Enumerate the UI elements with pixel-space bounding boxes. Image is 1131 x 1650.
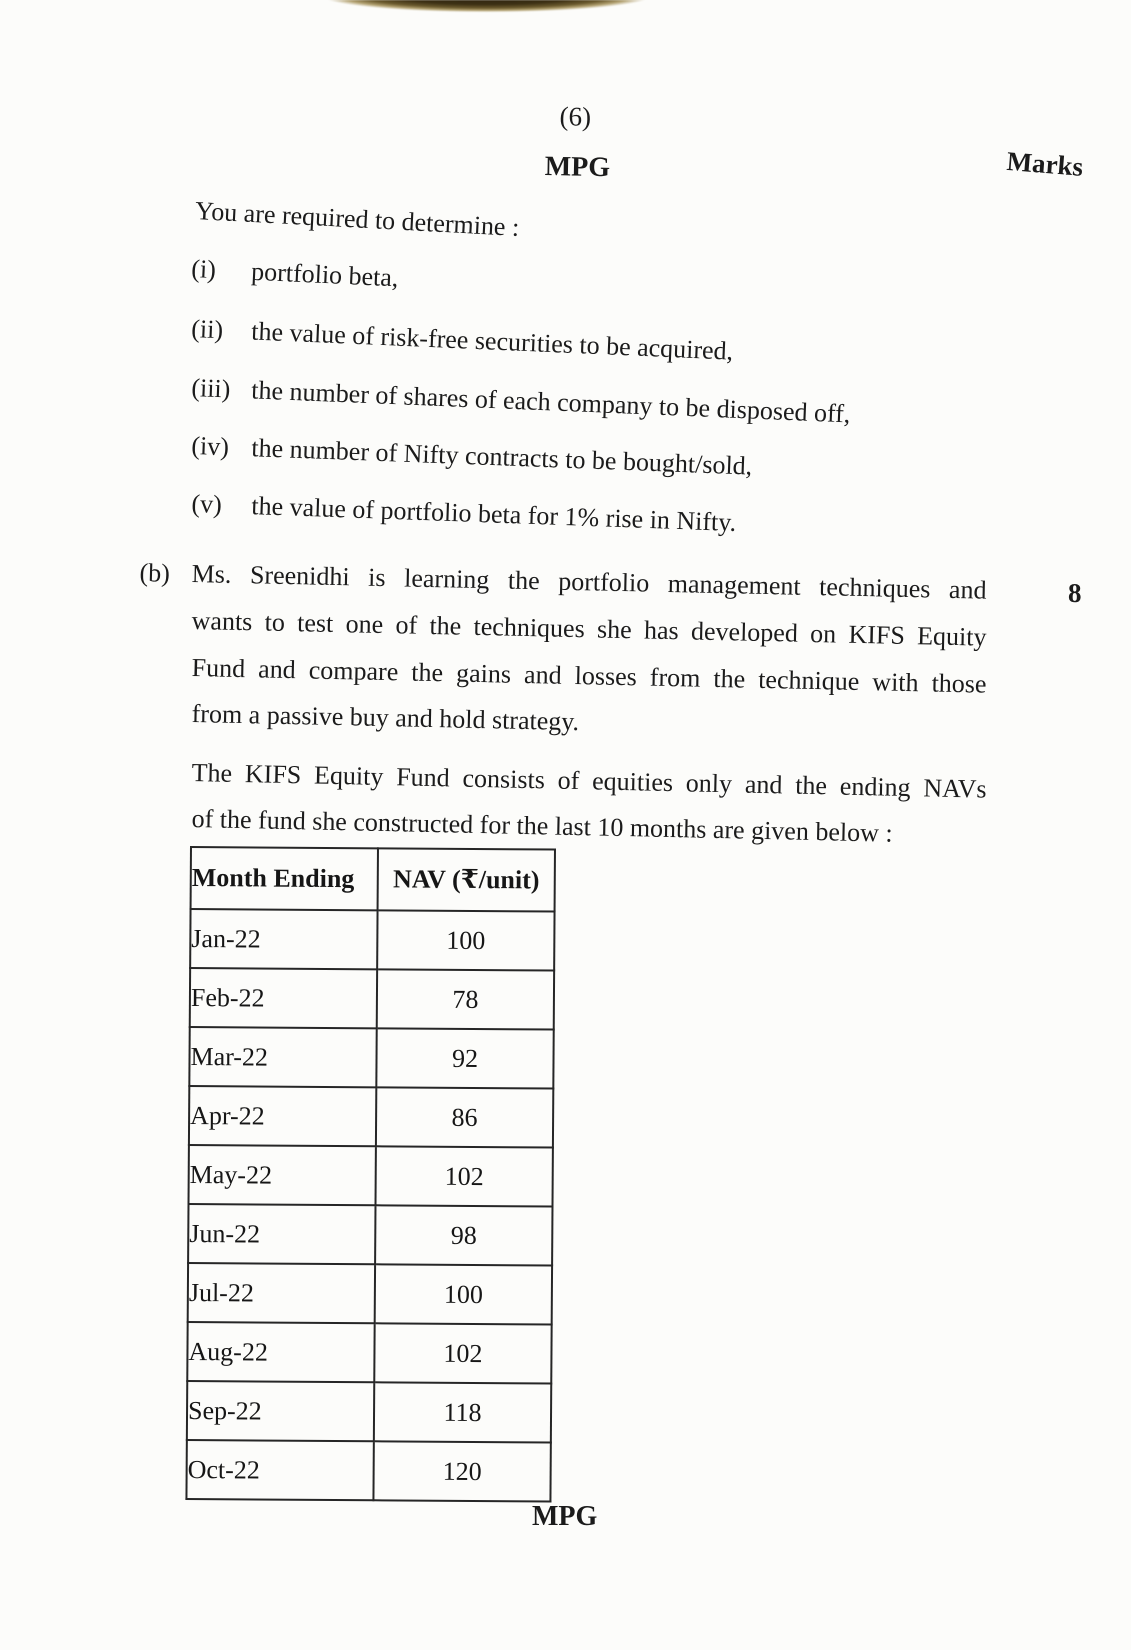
nav-cell: 86 [376, 1087, 553, 1147]
part-b-marker: (b) [139, 558, 171, 588]
month-cell: Jul-22 [188, 1263, 375, 1323]
item-text: portfolio beta, [250, 256, 400, 293]
question-item-i [191, 254, 399, 293]
item-marker: (v) [190, 489, 223, 520]
month-ending-header: Month Ending [191, 847, 378, 910]
table-header-row [191, 847, 555, 912]
question-item-iv [191, 431, 753, 482]
item-marker: (i) [190, 254, 217, 285]
table-row [186, 1440, 550, 1502]
table-row [187, 1322, 551, 1384]
item-marker: (ii) [190, 314, 224, 345]
nav-cell: 102 [374, 1323, 551, 1383]
part-b-paragraph-line: Fund and compare the gains and losses from the technique with those [191, 653, 987, 699]
month-cell: Oct-22 [186, 1440, 373, 1500]
table-row [189, 1145, 553, 1207]
item-text: the number of Nifty contracts to be bought/sold, [250, 433, 753, 481]
part-b-marks-value: 8 [1068, 578, 1082, 608]
month-cell: Feb-22 [190, 968, 377, 1028]
question-intro-line: You are required to determine : [194, 196, 520, 242]
nav-table [185, 846, 556, 1503]
table-row [189, 1027, 553, 1089]
item-marker: (iv) [190, 431, 230, 462]
table-row [187, 1381, 551, 1443]
item-text: the value of risk-free securities to be acquired, [250, 316, 734, 366]
table-row [190, 968, 554, 1030]
item-text: the number of shares of each company to be disposed off, [250, 375, 851, 429]
marks-column-label: Marks [1005, 146, 1085, 182]
part-b-paragraph-line: from a passive buy and hold strategy. [191, 699, 580, 737]
part-b-paragraph-line: wants to test one of the techniques she has developed on KIFS Equity [191, 606, 987, 652]
table-row [190, 909, 554, 971]
nav-cell: 78 [377, 969, 554, 1029]
item-marker: (iii) [190, 373, 231, 404]
month-cell: Jun-22 [188, 1204, 375, 1264]
question-item-ii [191, 314, 734, 367]
month-cell: Aug-22 [187, 1322, 374, 1382]
month-cell: May-22 [189, 1145, 376, 1205]
nav-cell: 120 [373, 1441, 550, 1501]
nav-cell: 118 [374, 1382, 551, 1442]
paper-code-header: MPG [544, 151, 611, 184]
nav-cell: 100 [375, 1264, 552, 1324]
month-cell: Jan-22 [190, 909, 377, 969]
item-text: the value of portfolio beta for 1% rise in Nifty. [250, 491, 737, 538]
nav-cell: 92 [376, 1028, 553, 1088]
table-row [188, 1263, 552, 1325]
month-cell: Apr-22 [189, 1086, 376, 1146]
nav-cell: 102 [375, 1146, 552, 1206]
nav-cell: 100 [377, 910, 554, 970]
paper-code-footer: MPG [532, 1501, 598, 1532]
question-item-v [191, 489, 737, 538]
part-b-paragraph-line: Ms. Sreenidhi is learning the portfolio management techniques and [191, 559, 987, 605]
part-b-paragraph-line: The KIFS Equity Fund consists of equities only and the ending NAVs [191, 758, 987, 804]
part-b-paragraph-line: of the fund she constructed for the last 10 months are given below : [191, 804, 893, 848]
month-cell: Sep-22 [187, 1381, 374, 1441]
question-item-iii [191, 373, 851, 429]
scan-artifact-top-edge [322, 0, 680, 15]
month-cell: Mar-22 [189, 1027, 376, 1087]
table-row [188, 1204, 552, 1266]
nav-per-unit-header: NAV (₹/unit) [378, 848, 555, 911]
table-row [189, 1086, 553, 1148]
nav-cell: 98 [375, 1205, 552, 1265]
page-number: (6) [559, 101, 592, 132]
